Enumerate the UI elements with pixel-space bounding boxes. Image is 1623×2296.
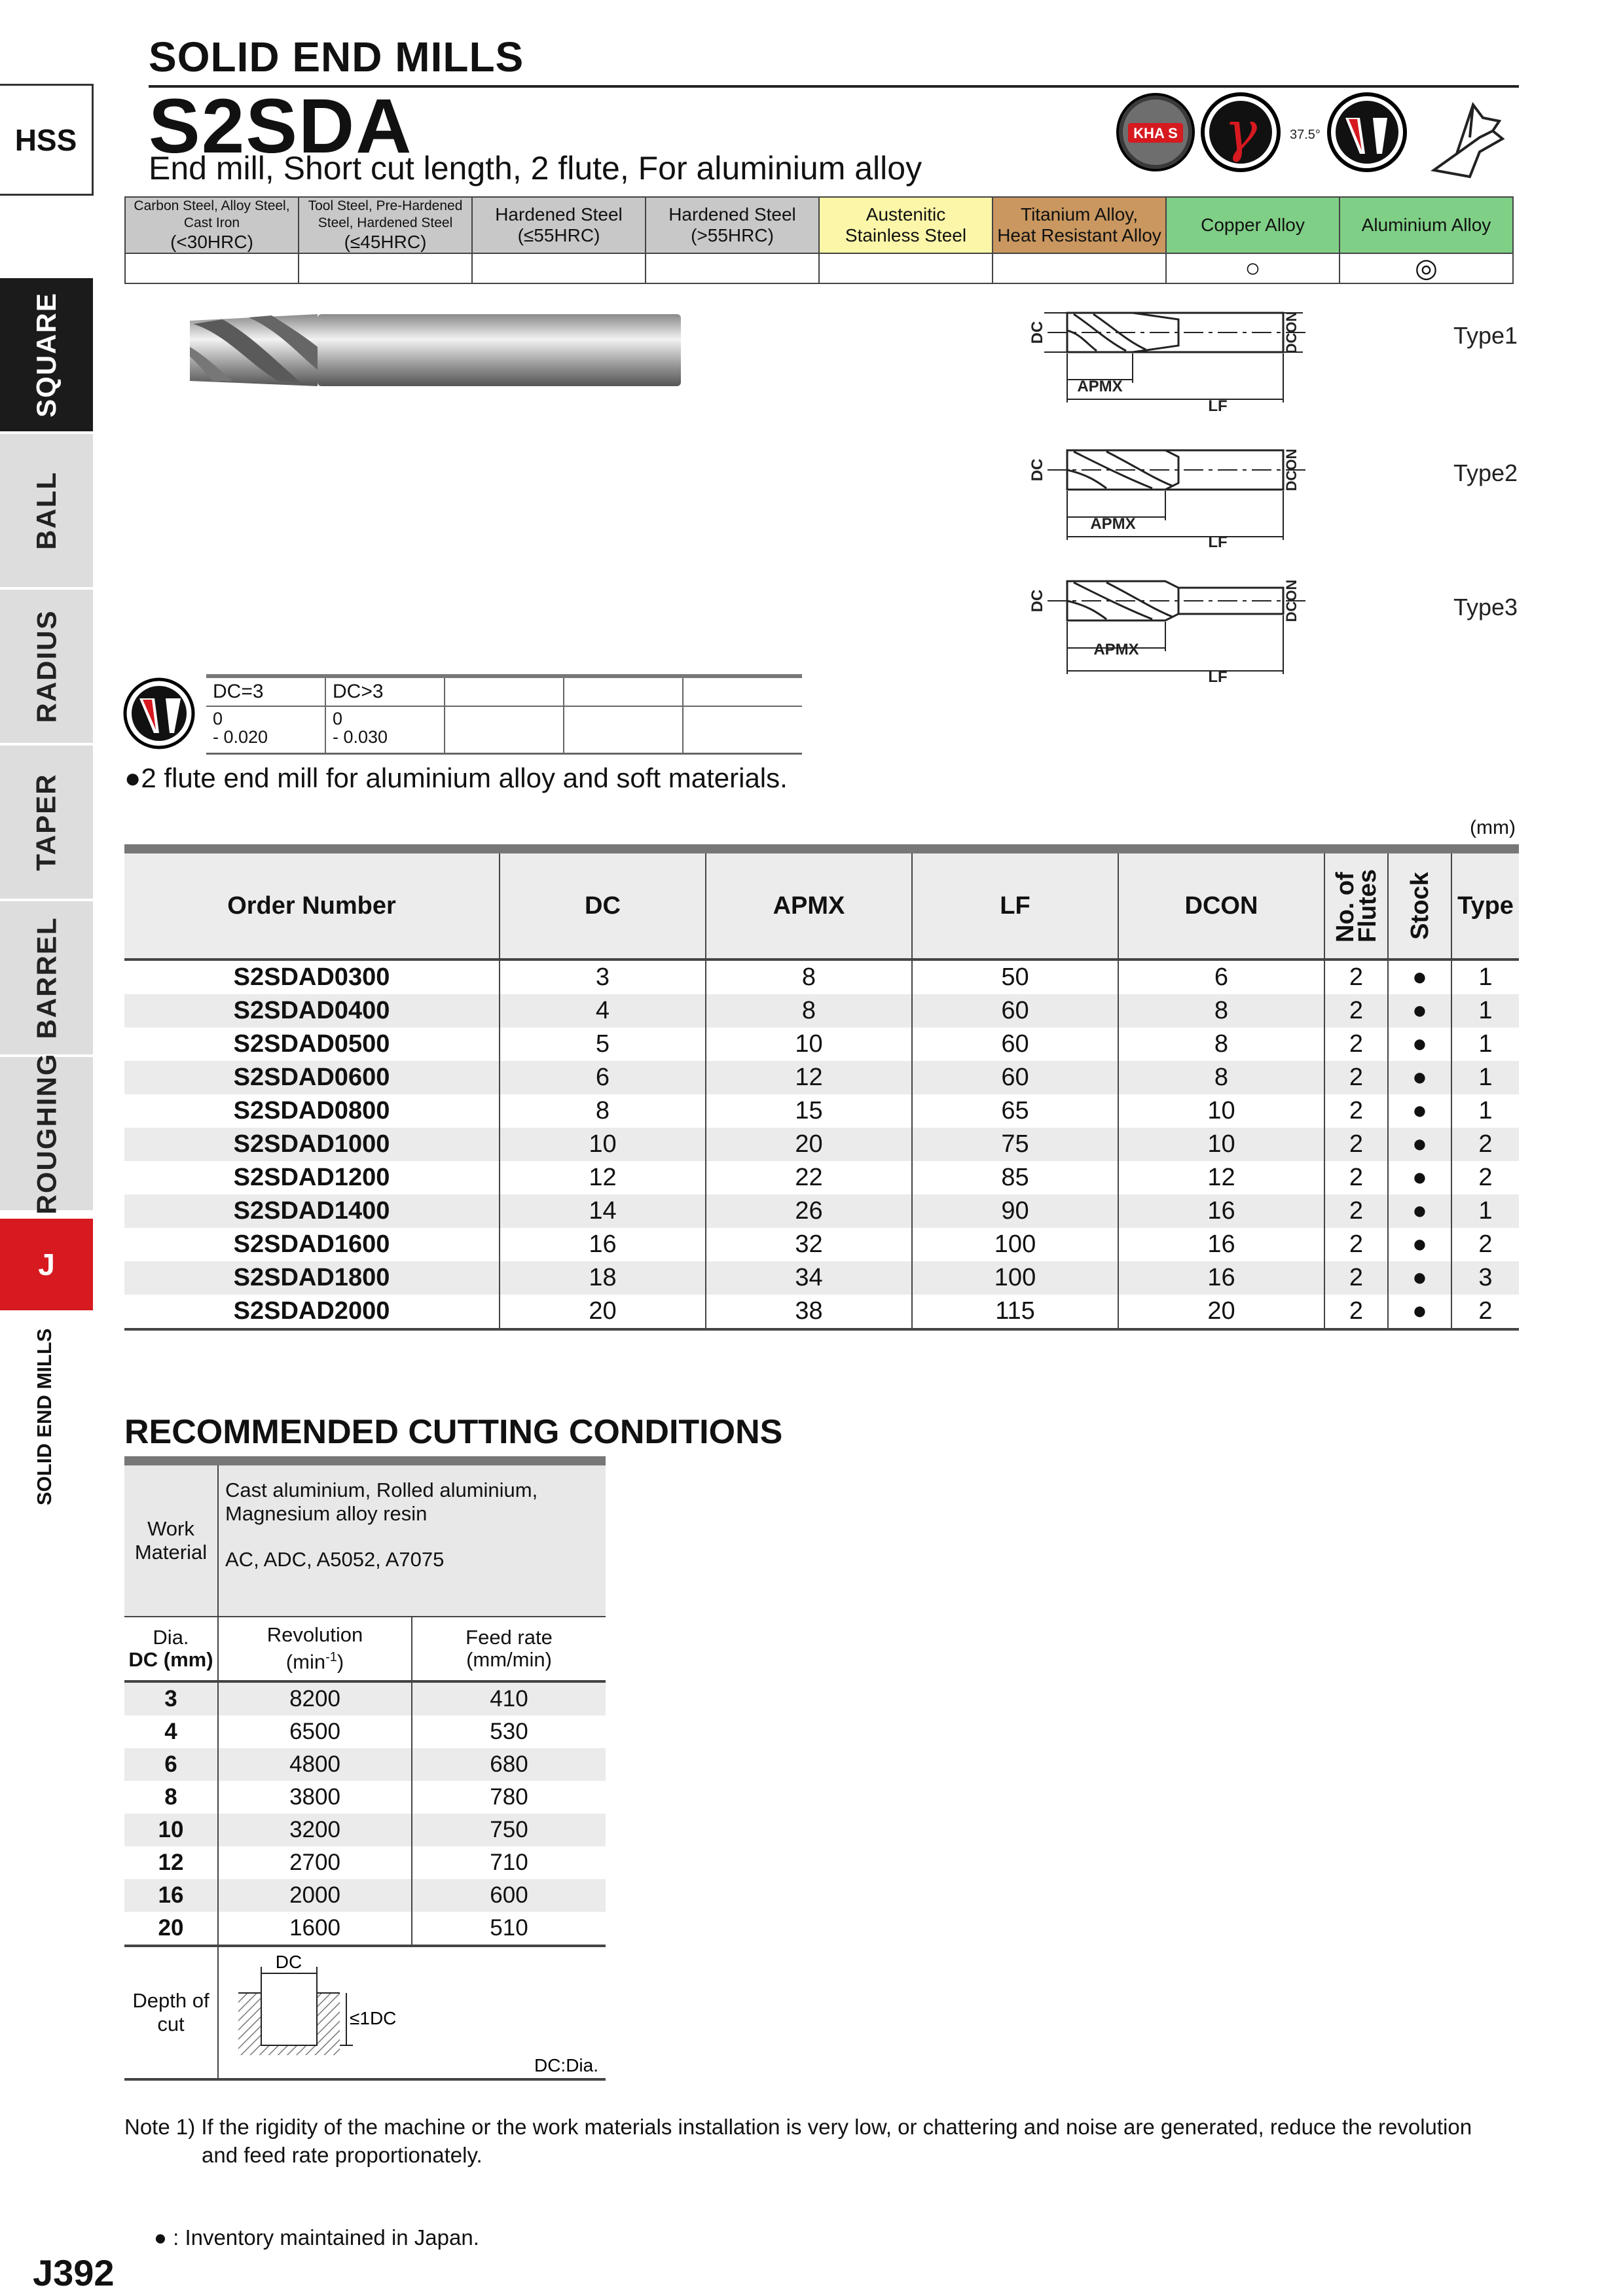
flutes-cell: 2 [1324,1295,1388,1329]
section-j-tab[interactable]: J [0,1219,93,1310]
stock-cell: ● [1388,1094,1451,1128]
material-hardened-over-55: Hardened Steel (>55HRC) [646,197,819,253]
dc-cell: 4 [500,994,706,1028]
dc-cell: 14 [500,1194,706,1228]
rcc-revolution-cell: 8200 [218,1681,412,1715]
dc-cell: 6 [500,1061,706,1094]
rcc-revolution-cell: 6500 [218,1715,412,1748]
rcc-revolution-cell: 4800 [218,1748,412,1781]
tol-value-empty [564,706,683,754]
end-mill-face-icon [1329,94,1405,170]
rcc-dia-cell: 6 [124,1748,218,1781]
tab-radius[interactable]: RADIUS [0,590,93,743]
apmx-cell: 12 [706,1061,912,1094]
flutes-cell: 2 [1324,1194,1388,1228]
type2-diagram [1029,449,1518,551]
stock-cell: ● [1388,1228,1451,1261]
apmx-cell: 22 [706,1161,912,1194]
lf-cell: 60 [912,994,1118,1028]
dcon-cell: 8 [1118,1028,1324,1061]
order-number-cell: S2SDAD0300 [124,960,500,994]
type-cell: 1 [1451,1194,1519,1228]
dcon-cell: 10 [1118,1128,1324,1161]
stock-cell: ● [1388,1261,1451,1295]
cutting-conditions-table [124,1456,606,2081]
rcc-feed-cell: 510 [490,1915,528,1941]
header-dc: DC [500,849,706,960]
header-type: Type [1451,849,1519,960]
svg-text:LF: LF [1208,668,1228,686]
rating-hardened-over-55 [646,253,819,283]
stock-cell: ● [1388,960,1451,994]
rcc-dia-cell: 4 [124,1715,218,1748]
tol-header-dc-gt3: DC>3 [325,676,445,706]
end-mill-photo [187,308,691,393]
order-number-cell: S2SDAD1000 [124,1128,500,1161]
lf-cell: 60 [912,1028,1118,1061]
type3-diagram [1029,580,1518,686]
category-title: SOLID END MILLS [149,33,524,81]
header-dcon: DCON [1118,849,1324,960]
work-material-desc: Cast aluminium, Rolled aluminium, Magnesium alloy resin AC, ADC, A5052, A7075 [218,1461,606,1617]
helix-angle-text: 37.5° [1290,128,1321,142]
type-cell: 3 [1451,1261,1519,1295]
rating-hardened-55 [472,253,646,283]
dcon-cell: 8 [1118,994,1324,1028]
lf-cell: 75 [912,1128,1118,1161]
table-row [124,1228,1519,1261]
rcc-dia-cell: 10 [124,1814,218,1846]
svg-text:DC:Dia.: DC:Dia. [534,2055,598,2075]
table-row [124,1128,1519,1161]
svg-text:DC: DC [1029,589,1046,613]
material-carbon-steel: Carbon Steel, Alloy Steel, Cast Iron (<30HRC) [125,197,299,253]
table-row [124,960,1519,994]
dc-cell: 8 [500,1094,706,1128]
order-number-cell: S2SDAD0500 [124,1028,500,1061]
tolerance-table [206,674,802,755]
note-text: Note 1) If the rigidity of the machine or the work materials installation is very low, or chattering and noise are generated, reduce the revolution and feed rate proportionately. [124,2115,1472,2167]
feature-description: ●2 flute end mill for aluminium alloy and soft materials. [124,762,788,793]
tolerance-icon [123,677,195,749]
svg-text:DC: DC [275,1952,302,1972]
helix-angle-icon [1203,94,1321,170]
khas-text: KHA S [1133,125,1178,141]
table-row [124,1094,1519,1128]
rcc-dia-cell: 12 [124,1846,218,1879]
apmx-cell: 34 [706,1261,912,1295]
rating-copper: ○ [1166,253,1340,283]
header-stock: Stock [1388,849,1451,960]
tol-value-dc3: 0 - 0.020 [206,706,325,754]
apmx-cell: 15 [706,1094,912,1128]
table-row [124,1061,1519,1094]
rcc-revolution-cell: 3200 [218,1814,412,1846]
stock-cell: ● [1388,1295,1451,1329]
dc-cell: 10 [500,1128,706,1161]
stock-cell: ● [1388,994,1451,1028]
flutes-cell: 2 [1324,994,1388,1028]
page-number: J392 [33,2252,115,2293]
svg-text:DC: DC [1029,458,1046,482]
order-number-cell: S2SDAD1400 [124,1194,500,1228]
table-row [124,1295,1519,1329]
order-number-cell: S2SDAD1200 [124,1161,500,1194]
rcc-row [124,1879,606,1912]
dcon-cell: 16 [1118,1261,1324,1295]
dc-cell: 20 [500,1295,706,1329]
svg-text:≤1DC: ≤1DC [350,2008,397,2028]
rcc-revolution-cell: 3800 [218,1781,412,1814]
material-copper: Copper Alloy [1166,197,1340,253]
rcc-row [124,1781,606,1814]
rcc-feed-cell: 710 [490,1850,528,1875]
dcon-cell: 12 [1118,1161,1324,1194]
lf-cell: 85 [912,1161,1118,1194]
svg-text:APMX: APMX [1077,378,1123,395]
svg-text:Type1: Type1 [1453,322,1518,349]
svg-text:LF: LF [1208,533,1228,551]
type-cell: 2 [1478,1230,1493,1258]
header-apmx: APMX [706,849,912,960]
type-cell: 1 [1451,1061,1519,1094]
header-order-number: Order Number [124,849,500,960]
svg-text:DCON: DCON [1283,311,1300,354]
svg-text:DCON: DCON [1283,448,1300,492]
tol-header-dc3: DC=3 [206,676,325,706]
khas-coating-icon [1118,94,1194,170]
rcc-row [124,1748,606,1781]
dcon-cell: 16 [1118,1194,1324,1228]
type-cell: 2 [1478,1164,1493,1191]
lf-cell: 100 [912,1261,1118,1295]
svg-text:DC: DC [1029,321,1046,344]
dcon-cell: 10 [1118,1094,1324,1128]
side-tabs [0,278,93,1213]
tab-barrel[interactable]: BARREL [0,901,93,1054]
depth-of-cut-diagram [218,1946,606,2079]
stock-cell: ● [1388,1061,1451,1094]
flutes-cell: 2 [1324,960,1388,994]
hss-label: HSS [0,84,94,196]
table-row [124,1194,1519,1228]
rcc-revolution-cell: 2700 [218,1846,412,1879]
dc-cell: 16 [500,1228,706,1261]
table-row [124,1028,1519,1061]
rating-stainless [819,253,993,283]
lf-cell: 60 [912,1061,1118,1094]
end-mill-tip-icon [1434,105,1503,177]
type-cell: 1 [1478,1097,1493,1124]
flutes-cell: 2 [1324,1261,1388,1295]
order-number-cell: S2SDAD1600 [124,1228,500,1261]
lf-cell: 90 [912,1194,1118,1228]
tab-ball[interactable]: BALL [0,434,93,587]
tol-value-dc-gt3: 0 - 0.030 [325,706,445,754]
rcc-row [124,1912,606,1946]
dc-cell: 18 [500,1261,706,1295]
order-number-cell: S2SDAD0600 [124,1061,500,1094]
rcc-feed-cell: 410 [412,1681,606,1715]
depth-of-cut-label: Depth of cut [124,1946,218,2079]
stock-cell: ● [1388,1028,1451,1061]
bullet-icon: ● [124,762,141,793]
order-number-cell: S2SDAD0400 [124,994,500,1028]
type-cell: 2 [1451,1128,1519,1161]
dc-cell: 3 [500,960,706,994]
dimension-diagrams [982,262,1539,700]
rating-carbon-steel [125,253,299,283]
flutes-cell: 2 [1324,1061,1388,1094]
apmx-cell: 10 [706,1028,912,1061]
rcc-dia-cell: 3 [124,1681,218,1715]
tab-roughing[interactable]: ROUGHING [0,1057,93,1210]
svg-text:γ: γ [1224,99,1258,164]
rating-aluminium: ◎ [1340,253,1513,283]
stock-cell: ● [1388,1128,1451,1161]
type1-diagram [1029,312,1518,415]
rcc-row [124,1846,606,1879]
material-stainless: Austenitic Stainless Steel [819,197,993,253]
type-cell: 2 [1451,1295,1519,1329]
dc-cell: 12 [500,1161,706,1194]
rcc-feed-cell: 530 [490,1719,528,1744]
header-lf: LF [912,849,1118,960]
lf-cell: 50 [912,960,1118,994]
rcc-row [124,1814,606,1846]
rcc-feed-cell: 680 [412,1748,606,1781]
tol-header-empty [564,676,683,706]
feature-icons [1116,92,1509,183]
rcc-feed-cell: 750 [412,1814,606,1846]
rcc-dia-cell: 16 [124,1879,218,1912]
order-number-cell: S2SDAD0800 [124,1094,500,1128]
flutes-cell: 2 [1324,1228,1388,1261]
flutes-cell: 2 [1324,1128,1388,1161]
svg-text:Type2: Type2 [1453,459,1518,486]
rcc-feed-cell: 780 [490,1784,528,1810]
order-number-cell: S2SDAD1800 [124,1261,500,1295]
type-cell: 1 [1451,994,1519,1028]
product-code: S2SDA [149,83,413,170]
tol-value-empty [445,706,564,754]
tol-value-empty [683,706,802,754]
rcc-feed-cell: 600 [412,1879,606,1912]
apmx-cell: 26 [706,1194,912,1228]
header-flutes: No. of Flutes [1324,849,1388,960]
tab-square[interactable]: SQUARE [0,278,93,431]
svg-text:APMX: APMX [1090,515,1136,533]
table-row [124,1261,1519,1295]
lf-cell: 100 [912,1228,1118,1261]
work-material-label: Work Material [124,1461,218,1617]
svg-text:Type3: Type3 [1453,594,1518,620]
tol-header-empty [683,676,802,706]
specifications-table [124,844,1519,1331]
dc-cell: 5 [500,1028,706,1061]
revolution-header: Revolution $(\min^{-1})$ [218,1617,412,1681]
rcc-title: RECOMMENDED CUTTING CONDITIONS [124,1413,783,1451]
order-number-cell: S2SDAD2000 [124,1295,500,1329]
flutes-cell: 2 [1324,1161,1388,1194]
material-tool-steel: Tool Steel, Pre-Hardened Steel, Hardened Steel (≤45HRC) [299,197,472,253]
svg-text:LF: LF [1208,397,1228,415]
feed-header: Feed rate (mm/min) [412,1617,606,1681]
type-cell: 1 [1478,1030,1493,1058]
apmx-cell: 32 [706,1228,912,1261]
apmx-cell: 8 [706,994,912,1028]
tab-taper[interactable]: TAPER [0,745,93,899]
rcc-dia-cell: 8 [124,1781,218,1814]
stock-cell: ● [1388,1161,1451,1194]
dcon-cell: 16 [1118,1228,1324,1261]
flutes-cell: 2 [1324,1028,1388,1061]
stock-cell: ● [1388,1194,1451,1228]
material-titanium: Titanium Alloy, Heat Resistant Alloy [993,197,1166,253]
table-row [124,1161,1519,1194]
apmx-cell: 20 [706,1128,912,1161]
dia-header: Dia. DC (mm) [124,1617,218,1681]
unit-label: (mm) [1470,817,1516,838]
rcc-row [124,1715,606,1748]
material-hardened-55: Hardened Steel (≤55HRC) [472,197,646,253]
lf-cell: 65 [912,1094,1118,1128]
flutes-cell: 2 [1324,1094,1388,1128]
rcc-revolution-cell: 1600 [218,1912,412,1946]
rcc-row [124,1681,606,1715]
apmx-cell: 38 [706,1295,912,1329]
tol-header-empty [445,676,564,706]
lf-cell: 115 [912,1295,1118,1329]
product-description: End mill, Short cut length, 2 flute, For aluminium alloy [149,150,922,187]
dcon-cell: 20 [1118,1295,1324,1329]
svg-text:DCON: DCON [1283,579,1300,622]
type-cell: 1 [1478,963,1493,991]
dcon-cell: 8 [1118,1061,1324,1094]
material-aluminium: Aluminium Alloy [1340,197,1513,253]
apmx-cell: 8 [706,960,912,994]
svg-text:APMX: APMX [1093,641,1139,658]
inventory-note: ● : Inventory maintained in Japan. [154,2225,479,2250]
side-section-label: SOLID END MILLS [33,1328,56,1505]
rcc-dia-cell: 20 [124,1912,218,1946]
dcon-cell: 6 [1118,960,1324,994]
table-row [124,994,1519,1028]
rcc-revolution-cell: 2000 [218,1879,412,1912]
rating-tool-steel [299,253,472,283]
